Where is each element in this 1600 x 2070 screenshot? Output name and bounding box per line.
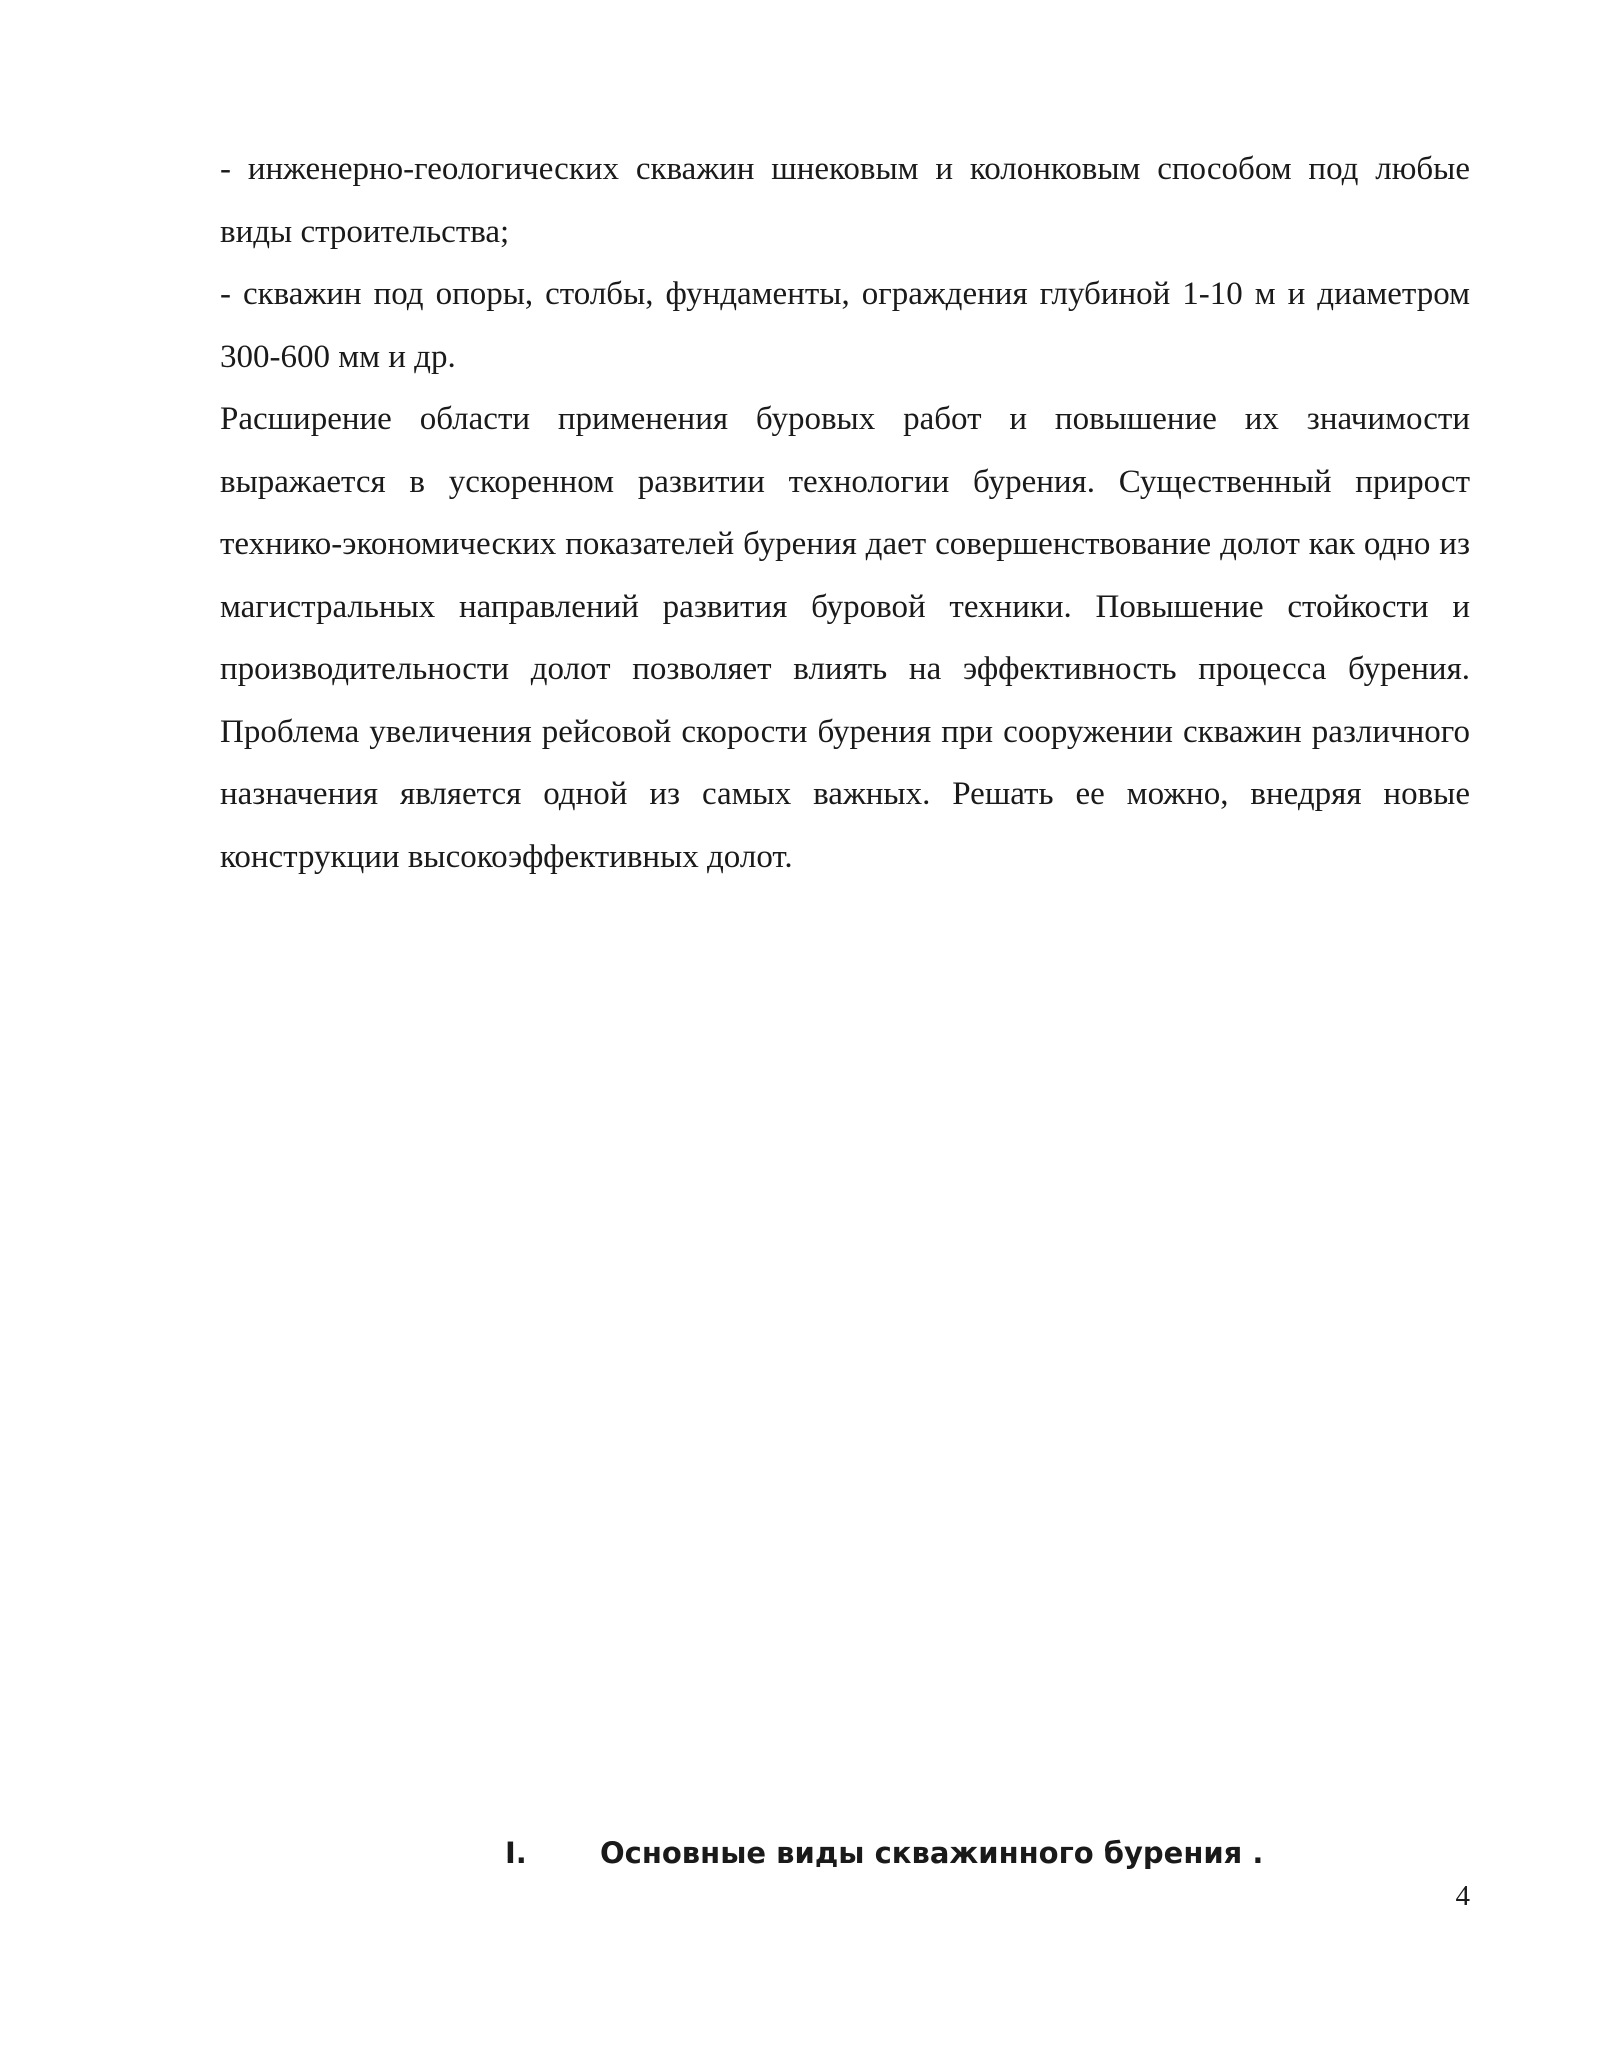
- section-heading-number: I.: [505, 1836, 527, 1870]
- paragraph-bullet-engineering: - инженерно-геологических скважин шнековым и колонковым способом под любые виды строительства;: [220, 151, 1470, 250]
- paragraph-bullet-foundations: - скважин под опоры, столбы, фундаменты, ограждения глубиной 1-10 м и диаметром 300-600 мм и др.: [220, 276, 1470, 375]
- section-heading-title: Основные виды скважинного бурения .: [600, 1836, 1264, 1870]
- page-number: 4: [1455, 1880, 1470, 1912]
- section-heading: [505, 1836, 1263, 1870]
- body-text: [220, 138, 1470, 888]
- paragraph-drilling-technology: Расширение области применения буровых работ и повышение их значимости выражается в ускоренном развитии технологии бурения. Существенный прирост технико-экономических показателей бурения дает совершенствование долот как одно из магистральных направлений развития буровой техники. Повышение стойкости и производительности долот позволяет влиять на эффективность процесса бурения. Проблема увеличения рейсовой скорости бурения при сооружении скважин различного назначения является одной из самых важных. Решать ее можно, внедряя новые конструкции высокоэффективных долот.: [220, 401, 1470, 875]
